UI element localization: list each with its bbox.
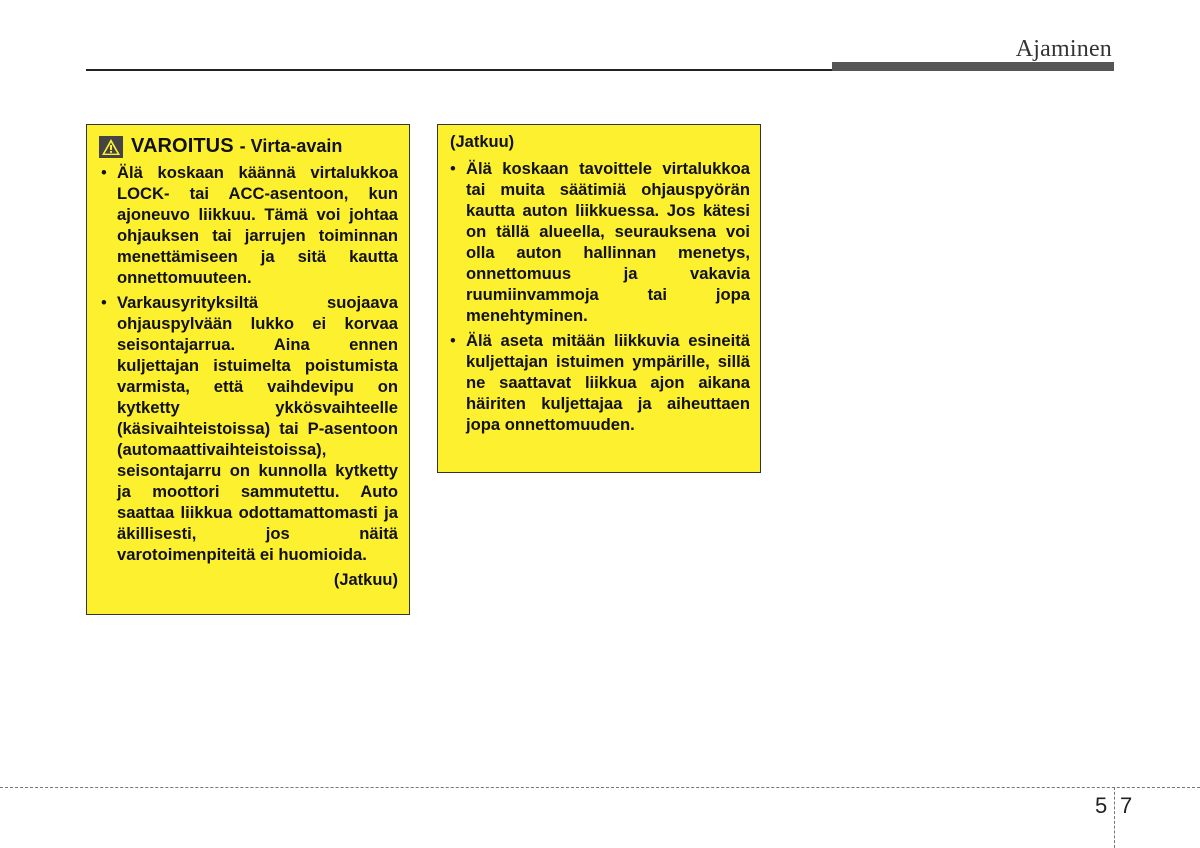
- bullet-icon: •: [101, 163, 107, 182]
- continued-label: (Jatkuu): [333, 571, 398, 589]
- list-item-text: Varkausyrityksiltä suojaava ohjauspylvään lukko ei korvaa seisontajarrua. Aina ennen kuljettajan istuimelta poistumista varmista, että vaihdevipu on kytketty ykkösvaihteelle (käsivaihteistoissa) tai P-asentoon (automaattivaihteistoissa), seisontajarru on kunnolla kytketty ja moottori sammutettu. Auto saattaa liikkua odottamattomasti ja äkillisesti, jos näitä varotoimenpiteitä ei huomioida.: [117, 293, 398, 564]
- warning-box-continued: [437, 124, 761, 473]
- chapter-number: 5: [1095, 793, 1108, 818]
- page-number: 7: [1120, 793, 1133, 818]
- list-item: [99, 162, 398, 288]
- header-rule: [86, 69, 836, 71]
- bullet-icon: •: [101, 293, 107, 312]
- warning-title: VAROITUS: [131, 135, 234, 157]
- warning-triangle-icon: [99, 136, 123, 158]
- continued-label: (Jatkuu): [450, 133, 515, 151]
- warning-heading: [99, 135, 398, 158]
- page-number-divider: [1114, 787, 1115, 848]
- list-item-text: Älä koskaan tavoittele virtalukkoa tai muita säätimiä ohjauspyörän kautta auton liikkuessa. Jos kätesi on tällä alueella, seurauksena voi olla auton hallinnan menetys, onnettomuus ja vakavia ruumiinvammoja tai jopa menehtyminen.: [466, 159, 750, 325]
- list-item: [448, 158, 750, 326]
- bullet-icon: •: [450, 331, 456, 350]
- section-title: Ajaminen: [1015, 36, 1112, 62]
- list-item-text: Älä aseta mitään liikkuvia esineitä kuljettajan istuimen ympärille, sillä ne saattavat liikkua ajon aikana häiriten kuljettajaa ja aiheuttaen jopa onnettomuuden.: [466, 331, 750, 434]
- list-item-text: Älä koskaan käännä virtalukkoa LOCK- tai ACC-asentoon, kun ajoneuvo liikkuu. Tämä voi johtaa ohjauksen tai jarrujen toiminnan menettämiseen ja sitä kautta onnettomuuteen.: [117, 163, 398, 287]
- warning-list: [99, 162, 398, 565]
- footer-rule: [0, 787, 1200, 788]
- list-item: [448, 330, 750, 435]
- list-item: [99, 292, 398, 565]
- bullet-icon: •: [450, 159, 456, 178]
- warning-subtitle: - Virta-avain: [239, 136, 343, 156]
- warning-list: [448, 158, 750, 435]
- header-rule-accent: [832, 62, 1114, 71]
- warning-box-ignition-key: [86, 124, 410, 615]
